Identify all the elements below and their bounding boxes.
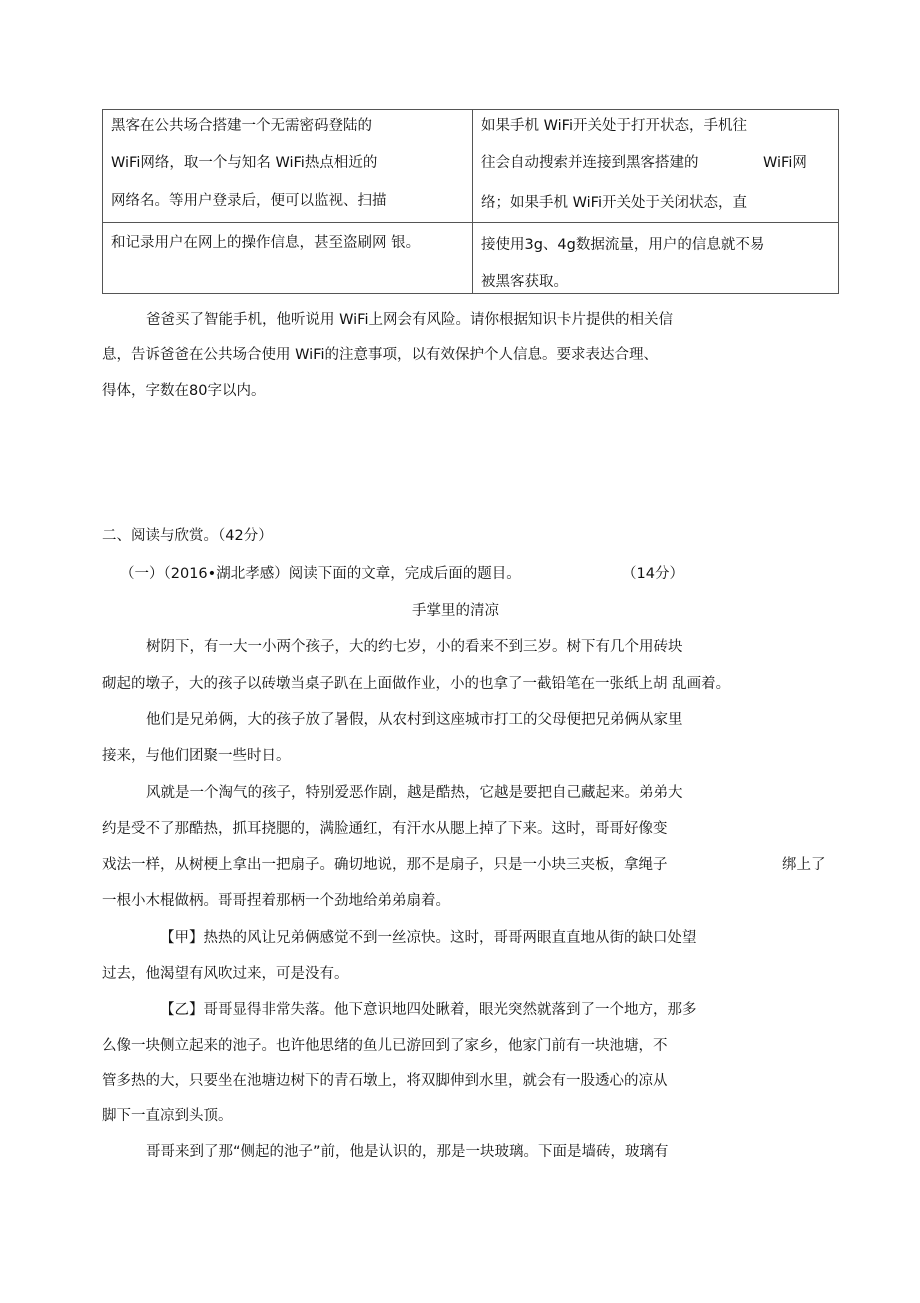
paragraph-line: 过去，他渴望有风吹过来，可是没有。 [102, 966, 349, 982]
subsection-score: （14分） [622, 566, 684, 582]
card-right-line: 往会自动搜索并连接到黑客搭建的 [481, 155, 699, 171]
paragraph-line: 【乙】哥哥显得非常失落。他下意识地四处瞅着，眼光突然就落到了一个地方，那多 [160, 1002, 697, 1018]
paragraph-line: 约是受不了那酷热，抓耳挠腮的，满脸通红，有汗水从腮上掉了下来。这时，哥哥好像变 [102, 821, 668, 837]
paragraph-line: 砌起的墩子，大的孩子以砖墩当桌子趴在上面做作业，小的也拿了一截铅笔在一张纸上胡 乱画着。 [102, 676, 731, 692]
task-line: 爸爸买了智能手机，他听说用 WiFi上网会有风险。请你根据知识卡片提供的相关信 [146, 312, 673, 328]
card-left-line: 黑客在公共场合搭建一个无需密码登陆的 [111, 118, 372, 134]
card-left-line: WiFi网络，取一个与知名 WiFi热点相近的 [111, 155, 378, 171]
card-right-line: WiFi网 [763, 155, 807, 171]
subsection-label: （一）（2016•湖北孝感）阅读下面的文章，完成后面的题目。 [120, 566, 521, 582]
paragraph-line: 么像一块侧立起来的池子。也许他思绪的鱼儿已游回到了家乡，他家门前有一块池塘，不 [102, 1038, 668, 1054]
task-line: 息，告诉爸爸在公共场合使用 WiFi的注意事项，以有效保护个人信息。要求表达合理、 [102, 347, 658, 363]
card-left-line: 网络名。等用户登录后，便可以监视、扫描 [111, 193, 387, 209]
task-line: 得体，字数在80字以内。 [102, 383, 266, 399]
table-divider-horizontal [103, 222, 838, 223]
paragraph-line: 树阴下，有一大一小两个孩子，大的约七岁，小的看来不到三岁。树下有几个用砖块 [146, 639, 683, 655]
paragraph-line: 他们是兄弟俩，大的孩子放了暑假，从农村到这座城市打工的父母便把兄弟俩从家里 [146, 712, 683, 728]
paragraph-line: 脚下一直凉到头顶。 [102, 1108, 233, 1124]
paragraph-line: 哥哥来到了那“侧起的池子”前，他是认识的，那是一块玻璃。下面是墙砖，玻璃有 [146, 1144, 669, 1160]
card-right-line: 接使用3g、4g数据流量，用户的信息就不易 [481, 237, 765, 253]
knowledge-card-table [102, 109, 839, 294]
card-left-line: 和记录用户在网上的操作信息，甚至盗刷网 银。 [111, 235, 421, 251]
paragraph-line: 【甲】热热的风让兄弟俩感觉不到一丝凉快。这时，哥哥两眼直直地从街的缺口处望 [160, 930, 697, 946]
paragraph-line: 管多热的大，只要坐在池塘边树下的青石墩上，将双脚伸到水里，就会有一股透心的凉从 [102, 1073, 668, 1089]
article-title: 手掌里的清凉 [412, 603, 499, 619]
paragraph-line: 风就是一个淘气的孩子，特别爱恶作剧，越是酷热，它越是要把自己藏起来。弟弟大 [146, 785, 683, 801]
section-heading: 二、阅读与欣赏。（42分） [102, 528, 273, 544]
paragraph-line: 绑上了 [782, 857, 826, 873]
paragraph-line: 戏法一样，从树梗上拿出一把扇子。确切地说，那不是扇子，只是一小块三夹板，拿绳子 [102, 857, 668, 873]
table-divider-vertical [472, 110, 473, 293]
card-right-line: 被黑客获取。 [481, 274, 568, 290]
paragraph-line: 一根小木棍做柄。哥哥捏着那柄一个劲地给弟弟扇着。 [102, 893, 450, 909]
paragraph-line: 接来，与他们团聚一些时日。 [102, 748, 291, 764]
card-right-line: 如果手机 WiFi开关处于打开状态，手机往 [481, 118, 747, 134]
card-right-line: 络；如果手机 WiFi开关处于关闭状态，直 [481, 195, 747, 211]
